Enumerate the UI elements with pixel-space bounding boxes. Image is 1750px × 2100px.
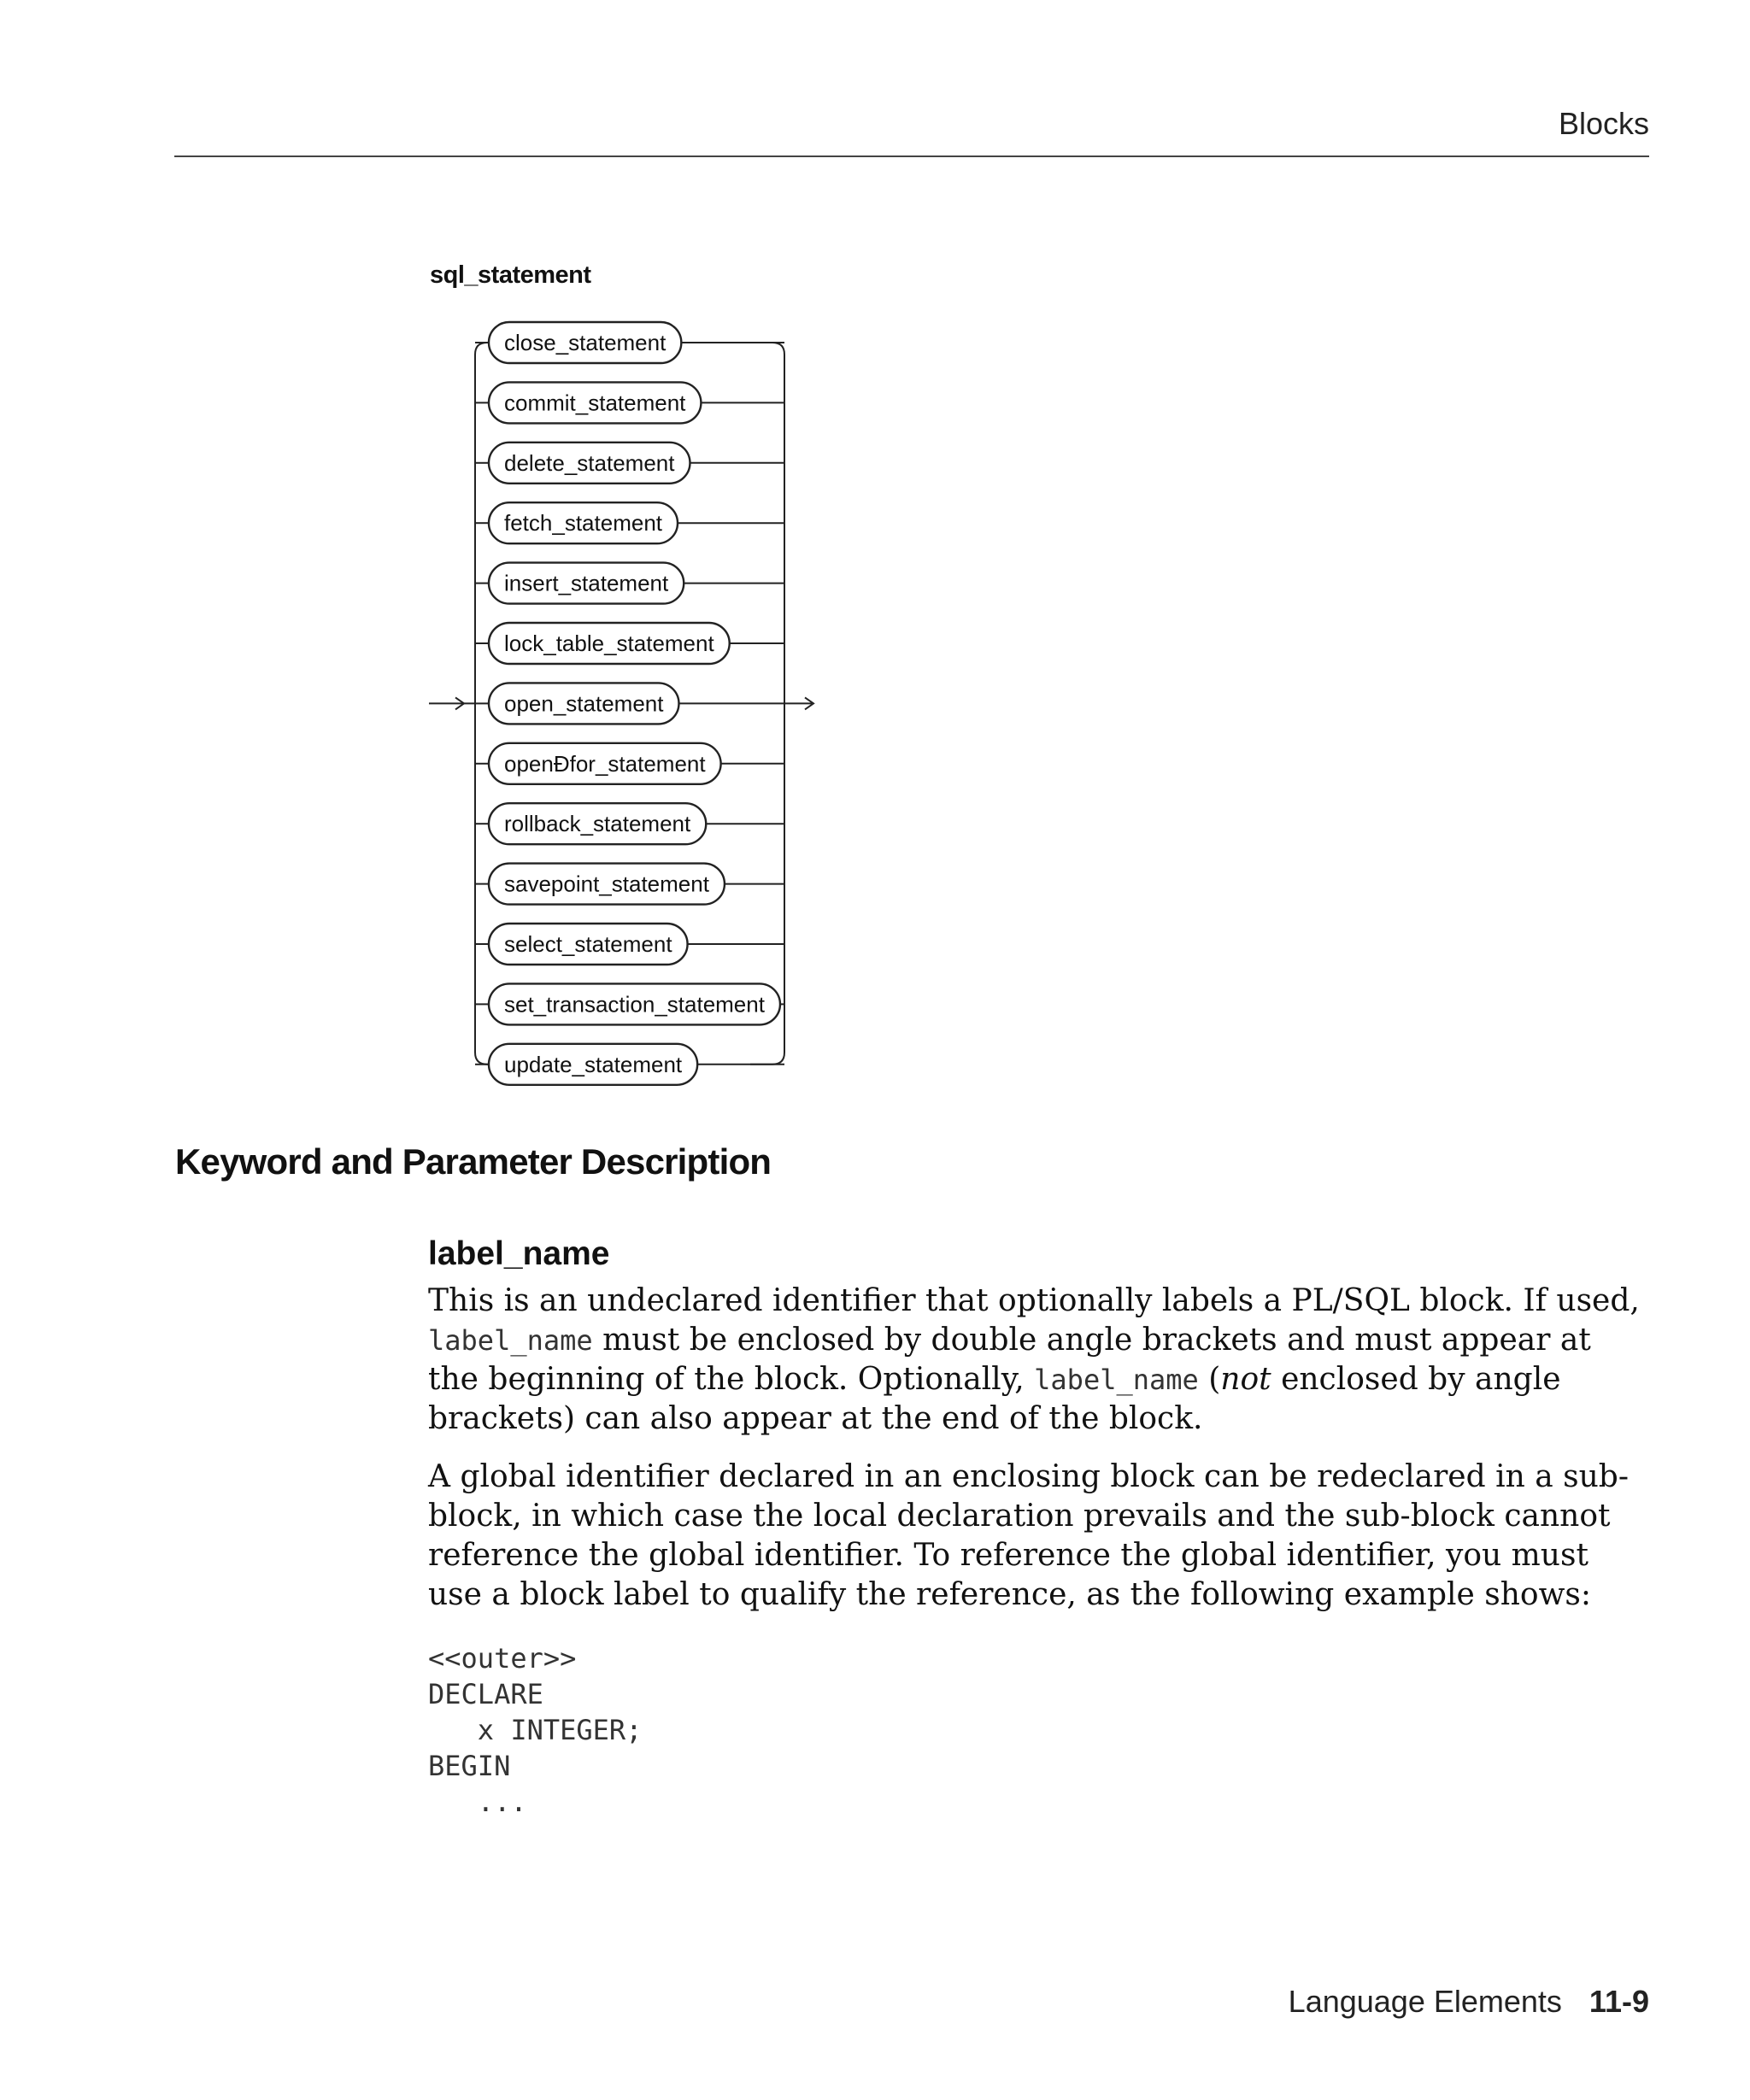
diagram-item-label: lock_table_statement — [504, 631, 714, 656]
page-number: 11-9 — [1589, 1984, 1649, 2019]
diagram-item-label: fetch_statement — [504, 510, 662, 537]
diagram-item-label: delete_statement — [504, 449, 675, 476]
parameter-name: label_name — [428, 1235, 610, 1272]
diagram-item-label: close_statement — [504, 330, 667, 355]
diagram-title: sql_statement — [430, 261, 591, 289]
code-example: <<outer>> DECLARE x INTEGER; BEGIN ... — [428, 1642, 643, 1818]
diagram-item-label: commit_statement — [504, 390, 686, 416]
desc-text-2: must be enclosed by double angle brackets and must appear at the beginning of the block. Optionally, — [428, 1323, 1591, 1397]
diagram-item-label: open_statement — [504, 690, 664, 717]
parameter-description — [428, 1282, 1641, 1439]
diagram-item-label: insert_statement — [504, 570, 669, 596]
page-footer — [1289, 1984, 1649, 2020]
desc-code-2: label_name — [1034, 1364, 1199, 1396]
desc-text-1: This is an undeclared identifier that optionally labels a PL/SQL block. If used, — [428, 1283, 1640, 1318]
diagram-item-label: savepoint_statement — [504, 871, 709, 897]
scope-paragraph: A global identifier declared in an enclosing block can be redeclared in a sub-block, in which case the local declaration prevails and the sub-block cannot reference the global identifier. To reference the global identifier, you must use a block label to qualify the reference, as the following example shows: — [428, 1459, 1629, 1612]
diagram-item-label: set_transaction_statement — [504, 991, 765, 1018]
section-heading: Keyword and Parameter Description — [175, 1141, 772, 1182]
diagram-item-label: select_statement — [504, 931, 672, 957]
desc-text-4: enclosed by angle brackets) can also appear at the end of the block. — [428, 1362, 1561, 1436]
diagram-item-label: openÐfor_statement — [504, 750, 706, 777]
desc-text-3: ( — [1198, 1362, 1221, 1397]
desc-emphasis: not — [1220, 1362, 1271, 1397]
diagram-item-label: rollback_statement — [504, 811, 691, 837]
footer-section: Language Elements — [1288, 1984, 1562, 2019]
running-header: Blocks — [1558, 106, 1649, 141]
diagram-item-label: update_statement — [504, 1051, 683, 1077]
desc-code-1: label_name — [428, 1324, 593, 1357]
